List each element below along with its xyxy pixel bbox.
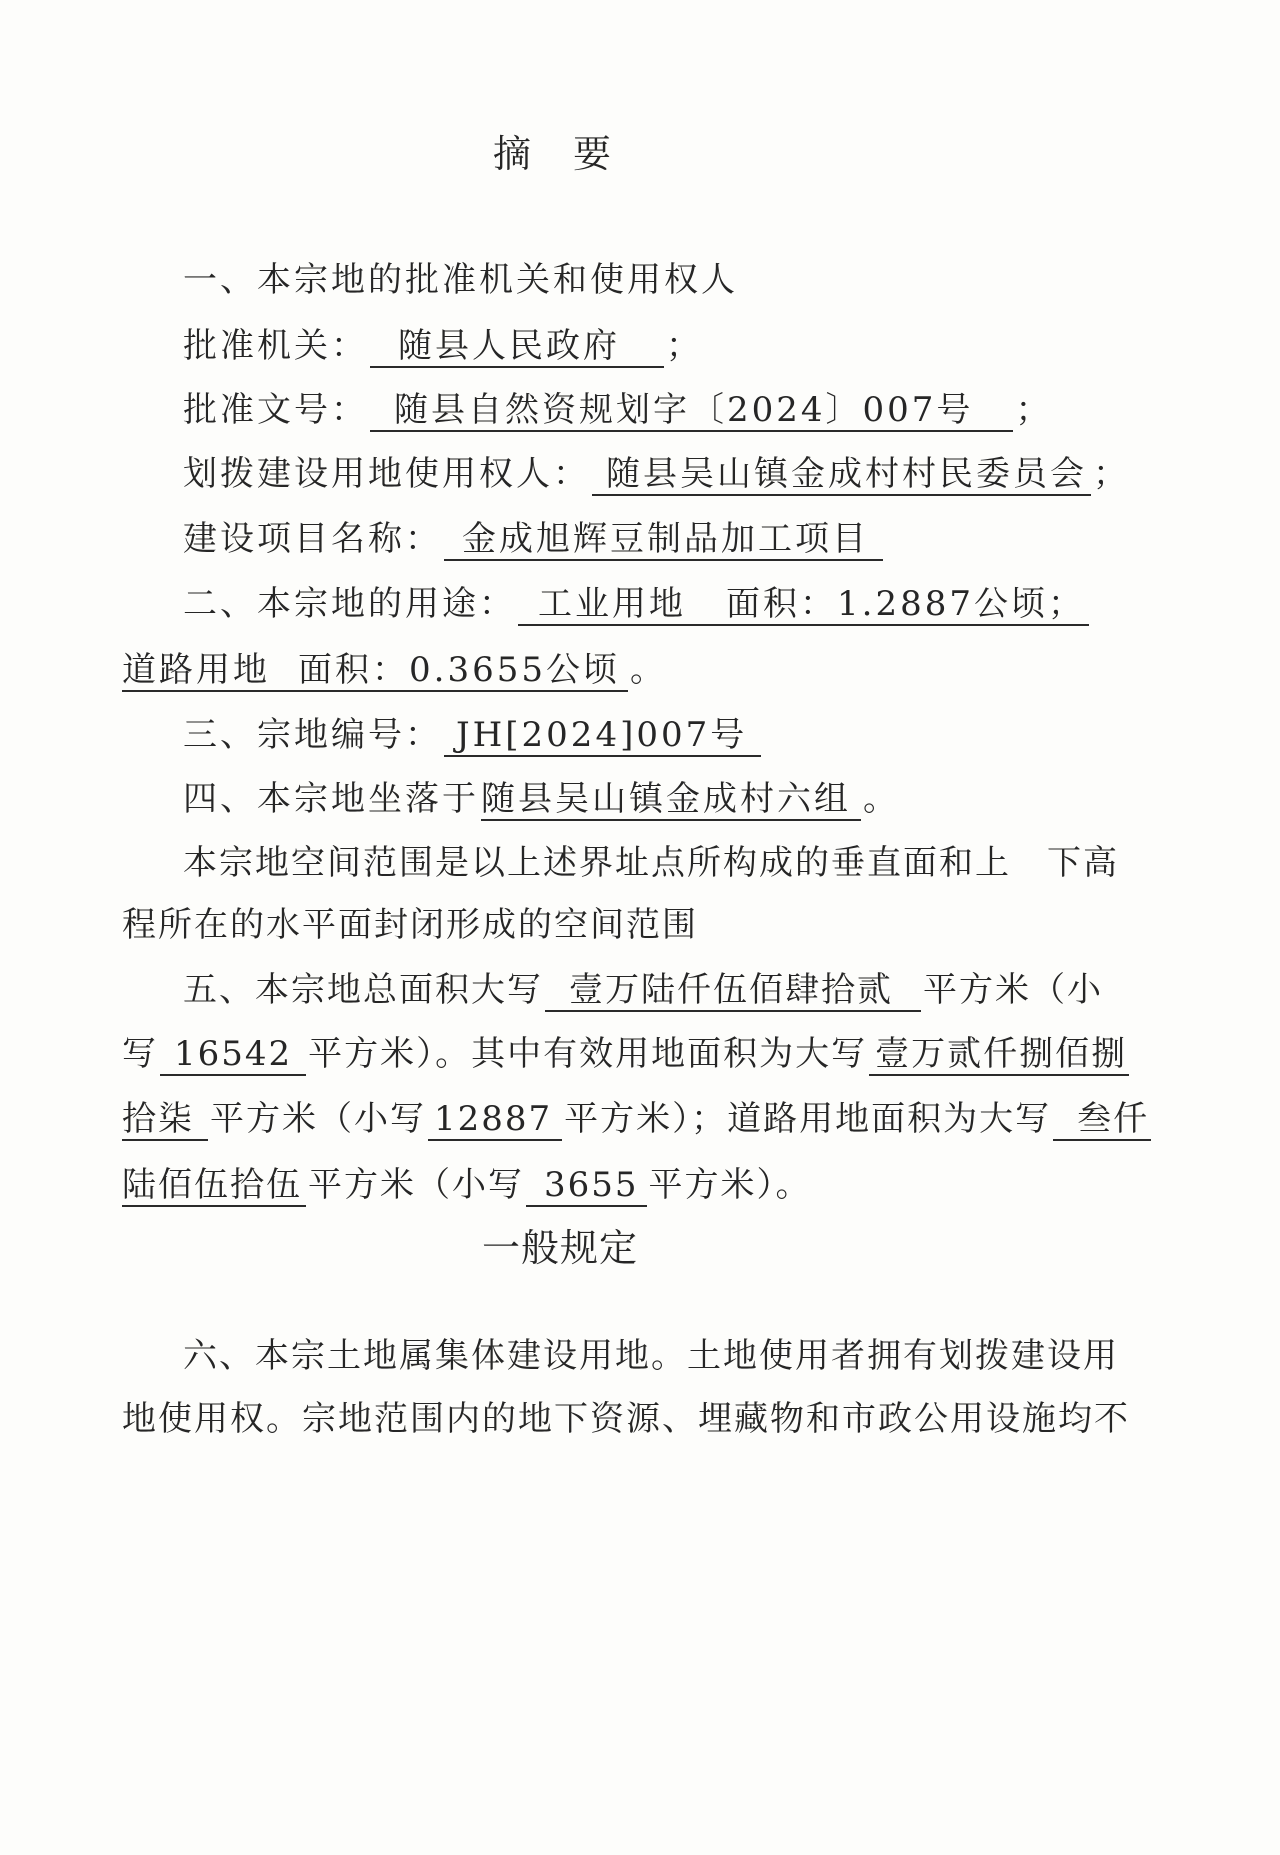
approval-number-value: 随县自然资规划字〔2024〕007号 (370, 390, 1013, 432)
land-use-industrial: 工业用地 面积：1.2887公顷； (518, 584, 1089, 626)
space-range-line-2: 程所在的水平面封闭形成的空间范围 (122, 905, 698, 945)
parcel-number-label: 三、宗地编号： (183, 715, 442, 755)
effective-area-small: 12887 (428, 1099, 562, 1141)
land-use-line (183, 582, 1091, 626)
land-use-road-line (122, 648, 667, 692)
approval-authority-value: 随县人民政府 (370, 326, 664, 368)
effective-area-text: 平方米）。其中有效用地面积为大写 (308, 1034, 868, 1074)
land-holder-line (183, 452, 1130, 496)
project-name-line (183, 517, 885, 561)
road-area-small-label: 平方米（小写 (308, 1165, 524, 1205)
location-end: 。 (863, 779, 900, 819)
page-title: 摘 要 (493, 132, 614, 176)
section-1-heading: 一、本宗地的批准机关和使用权人 (183, 260, 738, 300)
approval-number-line (183, 388, 1052, 432)
land-holder-end: ； (1093, 454, 1130, 494)
parcel-number-line (183, 713, 763, 757)
approval-authority-line (183, 324, 703, 368)
total-area-big: 壹万陆仟伍佰肆拾贰 (545, 970, 921, 1012)
location-label: 四、本宗地坐落于 (183, 779, 479, 819)
total-area-unit: 平方米（小 (923, 970, 1103, 1010)
total-area-line-1 (183, 968, 1103, 1012)
general-provision-line-1: 六、本宗土地属集体建设用地。土地使用者拥有划拨建设用 (183, 1336, 1119, 1376)
total-area-small-label: 写 (122, 1034, 158, 1074)
land-use-label: 二、本宗地的用途： (183, 584, 516, 624)
approval-authority-end: ； (666, 326, 703, 366)
road-area-small: 3655 (526, 1165, 647, 1207)
location-line (183, 777, 900, 821)
approval-number-end: ； (1015, 390, 1053, 430)
project-name-label: 建设项目名称： (183, 519, 442, 559)
approval-number-label: 批准文号： (183, 390, 368, 430)
space-range-line-1: 本宗地空间范围是以上述界址点所构成的垂直面和上 下高 (183, 843, 1119, 883)
effective-area-small-label: 平方米（小写 (210, 1099, 426, 1139)
road-area-big-2: 陆佰伍拾伍 (122, 1165, 306, 1207)
total-area-small: 16542 (160, 1034, 306, 1076)
land-use-road: 道路用地 面积：0.3655公顷 (122, 650, 628, 692)
general-provisions-heading: 一般规定 (482, 1226, 639, 1270)
effective-area-big-2: 拾柒 (122, 1099, 208, 1141)
project-name-value: 金成旭辉豆制品加工项目 (444, 519, 883, 561)
land-holder-label: 划拨建设用地使用权人： (183, 454, 590, 494)
approval-authority-label: 批准机关： (183, 326, 368, 366)
total-area-line-3 (122, 1097, 1153, 1141)
land-use-end: 。 (629, 650, 667, 690)
effective-area-big-1: 壹万贰仟捌佰捌 (869, 1034, 1129, 1076)
total-area-line-4 (122, 1163, 812, 1207)
general-provision-line-2: 地使用权。宗地范围内的地下资源、埋藏物和市政公用设施均不 (122, 1399, 1130, 1439)
total-area-text: 五、本宗地总面积大写 (183, 970, 543, 1010)
total-area-line-2 (122, 1032, 1131, 1076)
parcel-number-value: JH[2024]007号 (444, 715, 761, 757)
location-value: 随县吴山镇金成村六组 (481, 779, 861, 821)
road-area-text: 平方米）；道路用地面积为大写 (564, 1099, 1052, 1139)
land-holder-value: 随县吴山镇金成村村民委员会 (592, 454, 1091, 496)
road-area-big-1: 叁仟 (1053, 1099, 1151, 1141)
road-area-end: 平方米）。 (648, 1165, 812, 1205)
